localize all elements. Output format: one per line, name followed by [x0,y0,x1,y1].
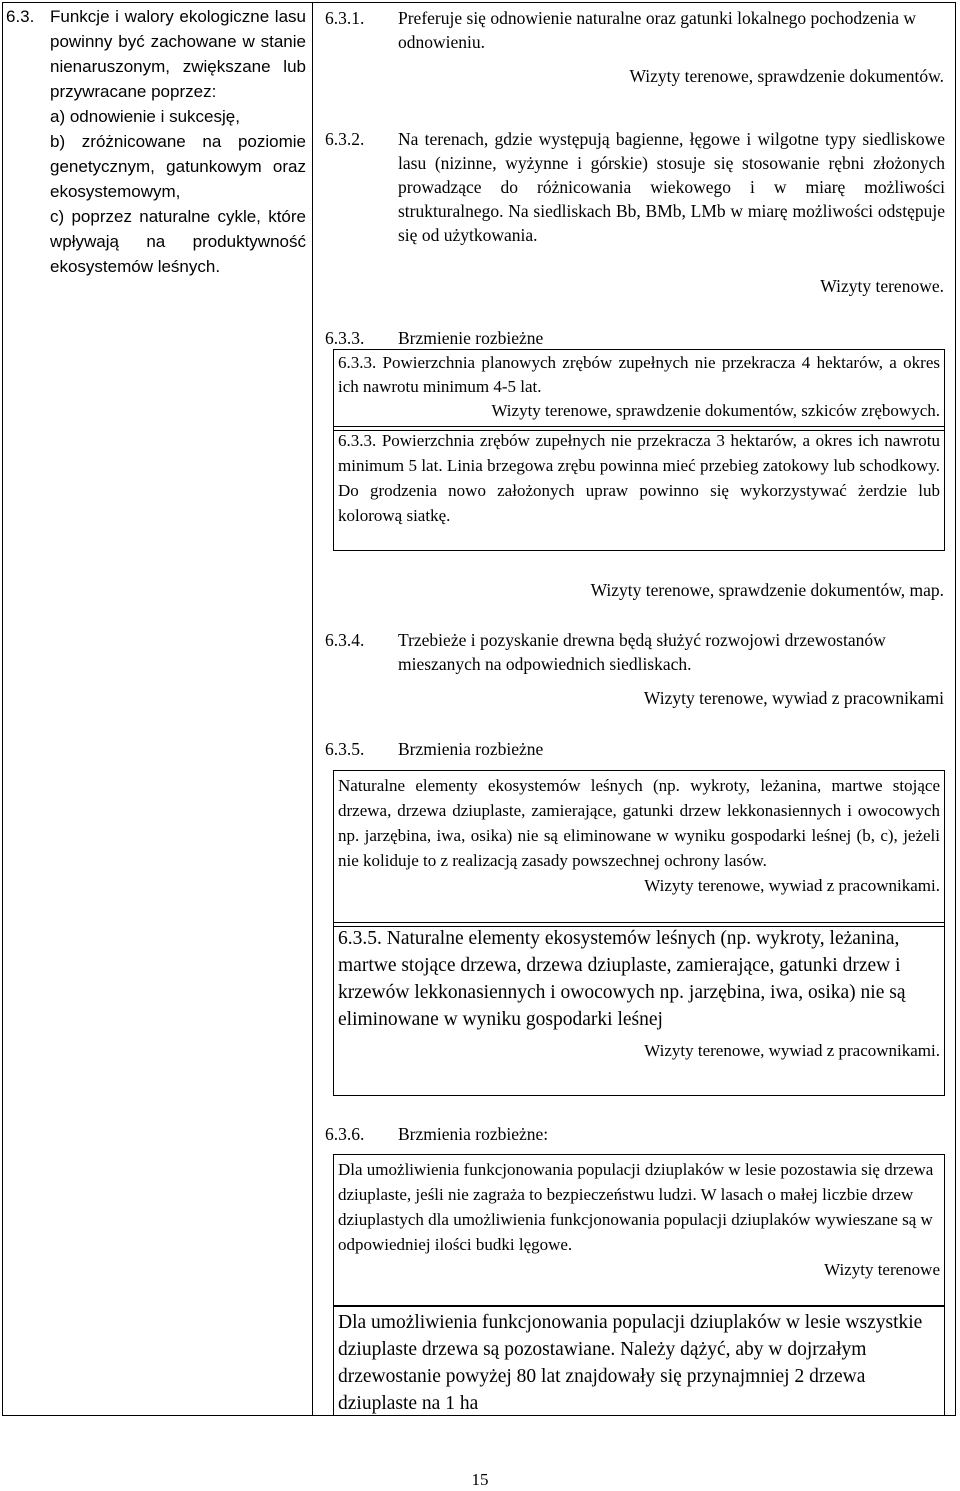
criterion-item: c) poprzez naturalne cykle, które wpływają na produktywność ekosystemów leśnych. [50,207,306,276]
variant-text: 6.3.5. Naturalne elementy ekosystemów leśnych (np. wykroty, leżanina, martwe stojące drzewa, drzewa dziuplaste, zamierające, gatunki drzew i krzewów lekkonasiennych i owocowych np. jarzębina, iwa, osika) nie są eliminowane w wyniku gospodarki leśnej [338,928,906,1030]
section-title: Brzmienia rozbieżne: [398,1124,549,1144]
variant-box-b [333,922,945,1096]
section-number: 6.3.3. [325,328,365,348]
variant-box-a [333,1154,945,1306]
variant-text: Naturalne elementy ekosystemów leśnych (np. wykroty, leżanina, martwe stojące drzewa, drzewa dziuplaste, zamierające, gatunki drzew lekkonasiennych i owocowych np. jarzębina, iwa, osika) nie są eliminowane w wyniku gospodarki leśnej (b, c), jeżeli nie koliduje to z realizacją zasady powszechnej ochrony lasów. [338,776,940,870]
verification-note: Wizyty terenowe [824,1260,940,1279]
criterion-item: b) zróżnicowane na poziomie genetycznym, gatunkowym oraz ekosystemowym, [50,132,306,201]
page-number: 15 [471,1470,489,1489]
verification-note: Wizyty terenowe. [820,276,944,296]
variant-text: 6.3.3. Powierzchnia planowych zrębów zupełnych nie przekracza 4 hektarów, a okres ich nawrotu minimum 4-5 lat. [338,353,940,396]
column-divider [312,2,313,1416]
criterion-heading: Funkcje i walory ekologiczne lasu powinny być zachowane w stanie nienaruszonym, zwiększane lub przywracane poprzez: [50,7,306,101]
verification-note: Wizyty terenowe, sprawdzenie dokumentów, map. [590,580,944,600]
variant-text: 6.3.3. Powierzchnia zrębów zupełnych nie przekracza 3 hektarów, a okres ich nawrotu minimum 5 lat. Linia brzegowa zrębu powinna mieć przebieg zatokowy lub schodkowy. Do grodzenia nowo założonych upraw powinno się wykorzystywać żerdzie lub kolorową siatkę. [338,431,940,525]
section-text: Trzebieże i pozyskanie drewna będą służyć rozwojowi drzewostanów mieszanych na odpowiednich siedliskach. [398,630,886,674]
variant-text: Dla umożliwienia funkcjonowania populacji dziuplaków w lesie pozostawia się drzewa dziuplaste, jeśli nie zagraża to bezpieczeństwu ludzi. W lasach o małej liczbie drzew dziuplastych dla umożliwienia funkcjonowania populacji dziuplaków wywieszane są w odpowiedniej ilości budki lęgowe. [338,1160,934,1254]
variant-box-b [333,1306,945,1416]
section-number: 6.3.6. [325,1124,365,1144]
verification-note: Wizyty terenowe, wywiad z pracownikami [643,688,944,708]
variant-box-b [333,426,945,551]
verification-note: Wizyty terenowe, sprawdzenie dokumentów, szkiców zrębowych. [491,401,940,420]
section-number: 6.3.2. [325,129,365,149]
criterion-number: 6.3. [6,7,35,26]
section-text: Na terenach, gdzie występują bagienne, łęgowe i wilgotne typy siedliskowe lasu (nizinne, wyżynne i górskie) stosuje się stosowanie rębni złożonych prowadzące do różnicowania wiekowego i w miarę możliwości strukturalnego. Na siedliskach Bb, BMb, LMb w miarę możliwości odstępuje się od użytkowania. [398,129,945,245]
section-number: 6.3.5. [325,739,365,759]
section-number: 6.3.4. [325,630,365,650]
variant-box-a [333,349,945,431]
left-column [6,4,306,279]
criterion-items [6,104,306,279]
variant-text: Dla umożliwienia funkcjonowania populacji dziuplaków w lesie wszystkie dziuplaste drzewa są pozostawiane. Należy dążyć, aby w dojrzałym drzewostanie powyżej 80 lat znajdowały się przynajmniej 2 drzewa dziuplaste na 1 ha [338,1312,923,1414]
section-text: Preferuje się odnowienie naturalne oraz gatunki lokalnego pochodzenia w odnowieniu. [398,8,917,52]
criterion-item: a) odnowienie i sukcesję, [50,107,240,126]
section-title: Brzmienia rozbieżne [398,739,544,759]
variant-box-a [333,770,945,927]
section-number: 6.3.1. [325,8,365,28]
verification-note: Wizyty terenowe, wywiad z pracownikami. [644,1041,940,1060]
section-title: Brzmienie rozbieżne [398,328,544,348]
verification-note: Wizyty terenowe, sprawdzenie dokumentów. [629,66,944,86]
verification-note: Wizyty terenowe, wywiad z pracownikami. [644,876,940,895]
